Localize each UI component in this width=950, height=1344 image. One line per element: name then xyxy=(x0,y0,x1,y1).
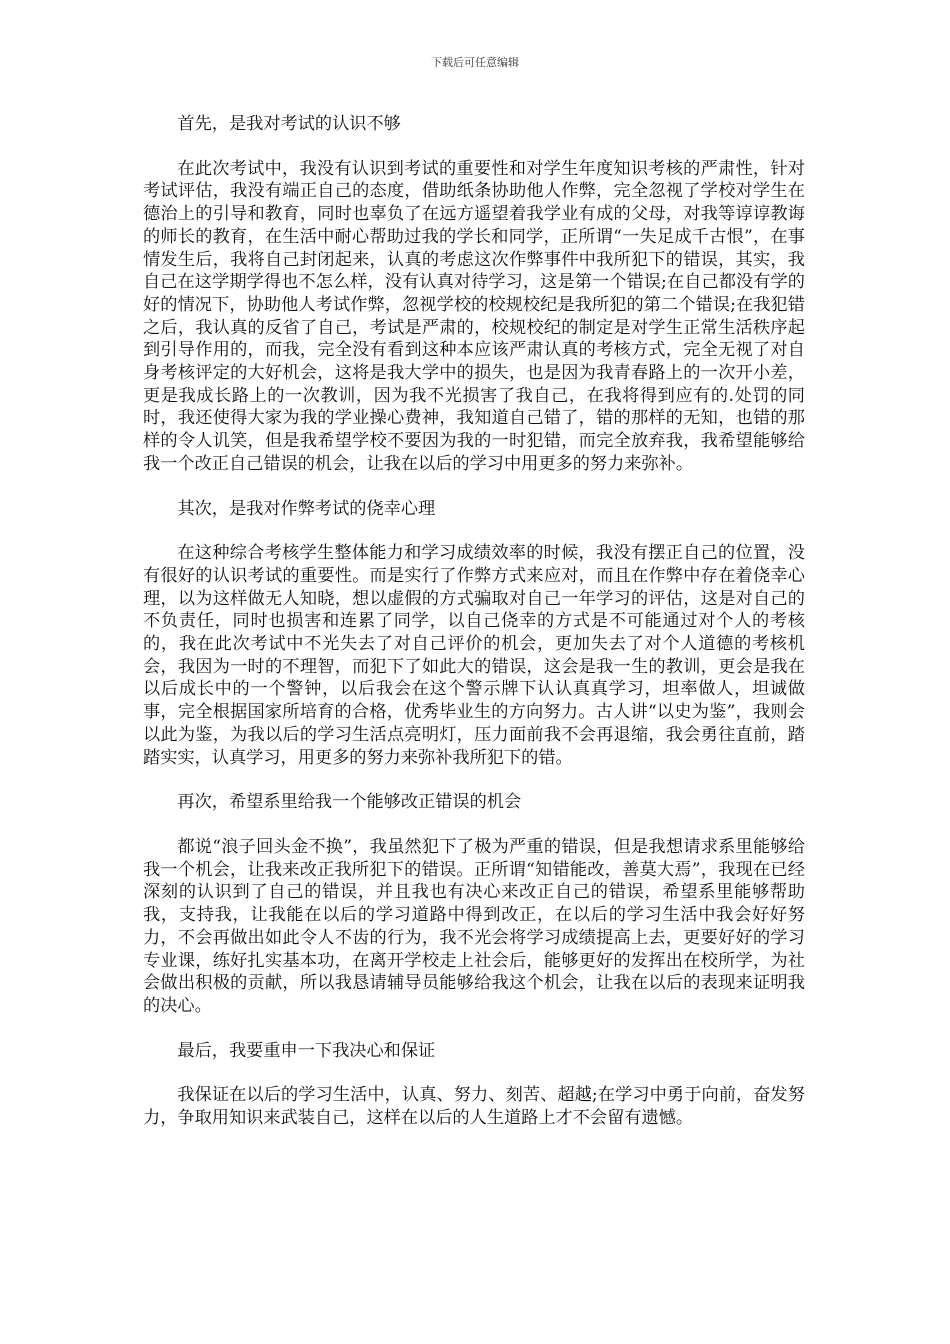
section-heading-3: 再次，希望系里给我一个能够改正错误的机会 xyxy=(177,792,522,813)
spacer xyxy=(143,1062,805,1084)
spacer xyxy=(143,1018,805,1040)
document-body xyxy=(143,113,805,1130)
page-header: 下载后可任意编辑 xyxy=(431,56,519,69)
spacer xyxy=(143,476,805,498)
section-heading-4: 最后，我要重申一下我决心和保证 xyxy=(177,1040,436,1061)
section-paragraph-2: 在这种综合考核学生整体能力和学习成绩效率的时候，我没有摆正自己的位置，没有很好的认识考试的重要性。而是实行了作弊方式来应对，而且在作弊中存在着侥幸心理，以为这样做无人知晓，想以虚假的方式骗取对自己一年学习的评估，这是对自己的不负责任，同时也损害和连累了同学，以自己侥幸的方式是不可能通过对个人的考核的，我在此次考试中不光失去了对自己评价的机会，更加失去了对个人道德的考核机会，我因为一时的不理智，而犯下了如此大的错误，这会是我一生的教训，更会是我在以后成长中的一个警钟，以后我会在这个警示牌下认认真真学习，坦率做人，坦诚做事，完全根据国家所培育的合格，优秀毕业生的方向努力。古人讲“以史为鉴”，我则会以此为鉴，为我以后的学习生活点亮明灯，压力面前我不会再退缩，我会勇往直前，踏踏实实，认真学习，用更多的努力来弥补我所犯下的错。 xyxy=(143,543,805,768)
spacer xyxy=(143,136,805,158)
section-heading-1: 首先，是我对考试的认识不够 xyxy=(177,114,401,134)
spacer xyxy=(143,769,805,791)
section-paragraph-3: 都说“浪子回头金不换”，我虽然犯下了极为严重的错误，但是我想请求系里能够给我一个机会，让我来改正我所犯下的错误。正所谓“知错能改，善莫大焉”，我现在已经深刻的认识到了自己的错误，并且我也有决心来改正自己的错误，希望系里能够帮助我，支持我，让我能在以后的学习道路中得到改正，在以后的学习生活中我会好好努力，不会再做出如此令人不齿的行为，我不光会将学习成绩提高上去，更要好好的学习专业课，练好扎实基本功，在离开学校走上社会后，能够更好的发挥出在校所学，为社会做出积极的贡献，所以我恳请辅导员能够给我这个机会，让我在以后的表现来证明我的决心。 xyxy=(143,836,805,1016)
spacer xyxy=(143,814,805,836)
spacer xyxy=(143,520,805,542)
section-paragraph-4: 我保证在以后的学习生活中，认真、努力、刻苦、超越;在学习中勇于向前，奋发努力，争取用知识来武装自己，这样在以后的人生道路上才不会留有遗憾。 xyxy=(143,1085,805,1129)
section-heading-2: 其次，是我对作弊考试的侥幸心理 xyxy=(177,498,436,519)
section-paragraph-1: 在此次考试中，我没有认识到考试的重要性和对学生年度知识考核的严肃性，针对考试评估，我没有端正自己的态度，借助纸条协助他人作弊，完全忽视了学校对学生在德治上的引导和教育，同时也辜负了在远方遥望着我学业有成的父母，对我等谆谆教诲的师长的教育，在生活中耐心帮助过我的学长和同学，正所谓“一失足成千古恨”，在事情发生后，我将自己封闭起来，认真的考虑这次作弊事件中我所犯下的错误，其实，我自己在这学期学得也不怎么样，没有认真对待学习，这是第一个错误;在自己都没有学的好的情况下，协助他人考试作弊，忽视学校的校规校纪是我所犯的第二个错误;在我犯错之后，我认真的反省了自己，考试是严肃的，校规校纪的制定是对学生正常生活秩序起到引导作用的，而我，完全没有看到这种本应该严肃认真的考核方式，完全无视了对自身考核评定的大好机会，这将是我大学中的损失，也是因为我青春路上的一次开小差，更是我成长路上的一次教训，因为我不光损害了我自己，在我将得到应有的.处罚的同时，我还使得大家为我的学业操心费神，我知道自己错了，错的那样的无知，也错的那样的令人讥笑，但是我希望学校不要因为我的一时犯错，而完全放弃我，我希望能够给我一个改正自己错误的机会，让我在以后的学习中用更多的努力来弥补。 xyxy=(143,158,805,474)
